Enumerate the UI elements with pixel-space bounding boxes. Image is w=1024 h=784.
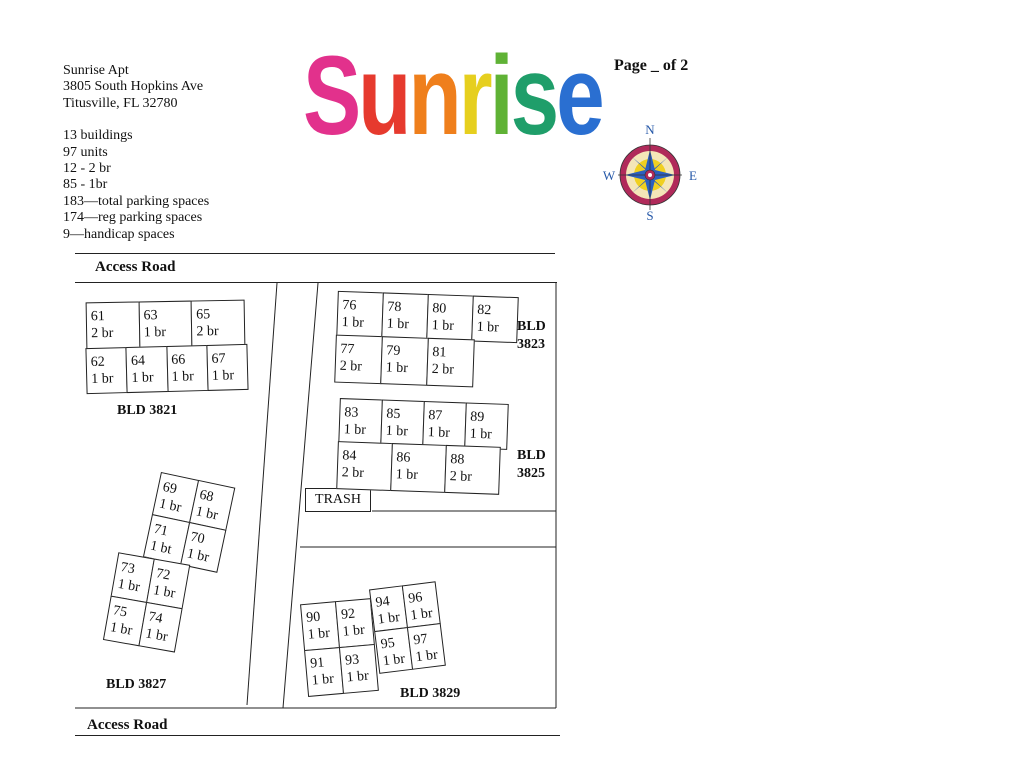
unit-number: 85 xyxy=(386,406,401,423)
unit-type: 1 br xyxy=(171,369,195,385)
unit-number: 69 xyxy=(161,479,179,498)
logo-letter: e xyxy=(556,33,602,158)
stat-handicap: 9—handicap spaces xyxy=(63,226,175,242)
unit-cell xyxy=(138,602,182,653)
unit-type: 2 br xyxy=(339,358,363,375)
unit-type: 2 br xyxy=(341,465,365,482)
unit-number: 66 xyxy=(171,352,186,368)
logo-letter: s xyxy=(510,33,557,158)
bld-3827-lower xyxy=(104,553,190,652)
unit-type: 1 br xyxy=(157,496,183,516)
bld-3825-label: BLD 3825 xyxy=(517,448,546,481)
unit-type: 1 br xyxy=(185,546,211,566)
stat-total-parking: 183—total parking spaces xyxy=(63,193,210,209)
unit-type: 2 br xyxy=(196,324,219,340)
property-address: 3805 South Hopkins Ave xyxy=(63,79,204,95)
unit-cell xyxy=(402,581,441,628)
unit-cell xyxy=(422,401,467,448)
unit-number: 72 xyxy=(154,566,172,584)
unit-cell xyxy=(380,400,425,447)
unit-cell xyxy=(191,300,245,348)
unit-cell xyxy=(146,559,190,610)
unit-cell xyxy=(426,294,474,342)
unit-type: 1 br xyxy=(409,605,434,624)
unit-number: 76 xyxy=(342,298,357,314)
unit-number: 75 xyxy=(111,603,129,621)
bld-3821-label: BLD 3821 xyxy=(117,403,178,418)
unit-number: 86 xyxy=(396,450,411,466)
unit-row xyxy=(301,599,375,651)
unit-number: 68 xyxy=(197,487,215,506)
unit-number: 96 xyxy=(407,590,424,607)
unit-number: 62 xyxy=(90,354,105,371)
unit-cell xyxy=(335,598,375,648)
unit-cell xyxy=(126,346,168,393)
logo-letter: i xyxy=(489,33,511,158)
property-name: Sunrise Apt xyxy=(63,63,129,78)
unit-number: 81 xyxy=(432,344,447,361)
unit-number: 73 xyxy=(119,560,136,578)
unit-type: 1 br xyxy=(341,622,366,640)
bld-3823-label: BLD 3823 xyxy=(517,319,546,352)
unit-number: 93 xyxy=(344,652,360,669)
access-road-bottom-label: Access Road xyxy=(87,717,168,733)
unit-cell xyxy=(338,398,383,445)
logo-letter: r xyxy=(458,33,490,158)
unit-number: 61 xyxy=(90,309,105,325)
unit-type: 2 br xyxy=(449,469,473,485)
unit-number: 87 xyxy=(428,408,443,424)
property-city: Titusville, FL 32780 xyxy=(63,95,178,111)
stat-units: 97 units xyxy=(63,144,108,160)
unit-cell xyxy=(86,301,140,349)
access-road-top-label: Access Road xyxy=(95,259,176,275)
unit-cell xyxy=(334,335,383,385)
bld-3829-label: BLD 3829 xyxy=(400,686,461,701)
unit-type: 1 br xyxy=(376,609,401,628)
stat-buildings: 13 buildings xyxy=(63,128,133,144)
unit-number: 67 xyxy=(211,351,226,367)
compass-n: N xyxy=(645,122,655,137)
unit-type: 1 br xyxy=(211,368,235,384)
unit-cell xyxy=(464,402,509,449)
bld-3825-lower xyxy=(337,442,501,495)
unit-number: 97 xyxy=(412,631,429,649)
bld-3821-lower xyxy=(86,345,248,394)
unit-number: 90 xyxy=(305,609,321,626)
unit-cell xyxy=(138,301,192,349)
unit-type: 1 br xyxy=(91,371,114,387)
unit-cell xyxy=(304,647,344,697)
unit-cell xyxy=(380,336,429,386)
unit-type: 1 br xyxy=(194,504,220,524)
stat-1br: 85 - 1br xyxy=(63,177,108,193)
bld-3829-left xyxy=(301,599,379,697)
unit-number: 78 xyxy=(387,299,402,316)
unit-cell xyxy=(381,292,429,340)
unit-type: 1 br xyxy=(469,426,493,443)
unit-number: 89 xyxy=(470,409,485,426)
unit-type: 1 br xyxy=(108,620,134,639)
unit-cell xyxy=(444,445,501,495)
unit-cell xyxy=(166,345,208,392)
unit-type: 1 br xyxy=(341,314,365,331)
unit-row xyxy=(86,345,248,394)
unit-number: 95 xyxy=(379,635,396,653)
unit-number: 91 xyxy=(309,655,325,672)
unit-cell xyxy=(339,644,379,694)
unit-row xyxy=(375,624,446,674)
logo-letter: n xyxy=(408,33,459,158)
unit-row xyxy=(337,442,501,495)
unit-type: 1 br xyxy=(476,319,500,336)
unit-cell xyxy=(426,338,475,388)
unit-number: 79 xyxy=(386,343,401,359)
unit-number: 63 xyxy=(143,308,158,324)
unit-type: 1 br xyxy=(307,625,331,643)
unit-type: 1 br xyxy=(143,325,167,341)
unit-type: 1 bt xyxy=(148,538,173,558)
trash-area: TRASH xyxy=(305,488,371,512)
unit-row xyxy=(305,645,379,697)
unit-cell xyxy=(300,601,340,651)
unit-cell xyxy=(390,443,447,493)
bld-3821-upper xyxy=(87,301,246,350)
unit-type: 1 br xyxy=(414,647,439,666)
bld-3827-label: BLD 3827 xyxy=(106,677,167,692)
page-indicator: Page _ of 2 xyxy=(614,57,689,74)
unit-type: 1 br xyxy=(427,425,451,441)
unit-type: 2 br xyxy=(91,325,114,342)
unit-cell xyxy=(336,441,393,491)
unit-cell xyxy=(85,347,127,394)
unit-number: 74 xyxy=(147,609,164,627)
unit-number: 83 xyxy=(344,405,359,421)
unit-number: 77 xyxy=(340,341,355,358)
unit-type: 1 br xyxy=(385,360,409,377)
unit-number: 65 xyxy=(196,307,211,323)
unit-cell xyxy=(336,291,384,339)
unit-type: 1 br xyxy=(144,626,169,645)
unit-type: 1 br xyxy=(151,583,177,602)
unit-type: 1 br xyxy=(343,422,367,438)
unit-type: 2 br xyxy=(431,361,455,378)
unit-row xyxy=(87,301,246,350)
unit-type: 1 br xyxy=(386,316,410,333)
unit-number: 64 xyxy=(130,353,146,369)
unit-number: 92 xyxy=(340,606,356,623)
stat-2br: 12 - 2 br xyxy=(63,161,111,177)
unit-number: 88 xyxy=(450,452,465,468)
unit-type: 1 br xyxy=(116,576,141,596)
logo-letter: S xyxy=(303,33,359,158)
unit-type: 1 br xyxy=(395,467,419,483)
logo-letter: u xyxy=(358,33,409,158)
road-line-bottom xyxy=(75,735,560,736)
bld-3823-lower xyxy=(335,336,475,388)
unit-number: 70 xyxy=(189,529,206,548)
unit-number: 71 xyxy=(152,521,170,540)
unit-type: 1 br xyxy=(345,668,370,686)
unit-cell xyxy=(471,296,519,344)
compass-w: W xyxy=(602,168,616,183)
unit-row xyxy=(335,336,475,388)
stat-reg-parking: 174—reg parking spaces xyxy=(63,210,203,226)
unit-type: 1 br xyxy=(382,651,406,670)
unit-cell xyxy=(206,344,248,391)
compass-s: S xyxy=(646,208,654,223)
unit-number: 80 xyxy=(432,301,447,317)
compass-e: E xyxy=(689,168,697,183)
bld-3829-right xyxy=(370,582,446,673)
unit-type: 1 br xyxy=(131,370,154,386)
unit-cell xyxy=(407,623,446,670)
unit-number: 82 xyxy=(477,302,492,319)
unit-type: 1 br xyxy=(385,423,409,440)
unit-number: 94 xyxy=(374,594,391,611)
unit-type: 1 br xyxy=(311,671,335,689)
unit-number: 84 xyxy=(342,448,357,464)
unit-type: 1 br xyxy=(431,318,455,334)
